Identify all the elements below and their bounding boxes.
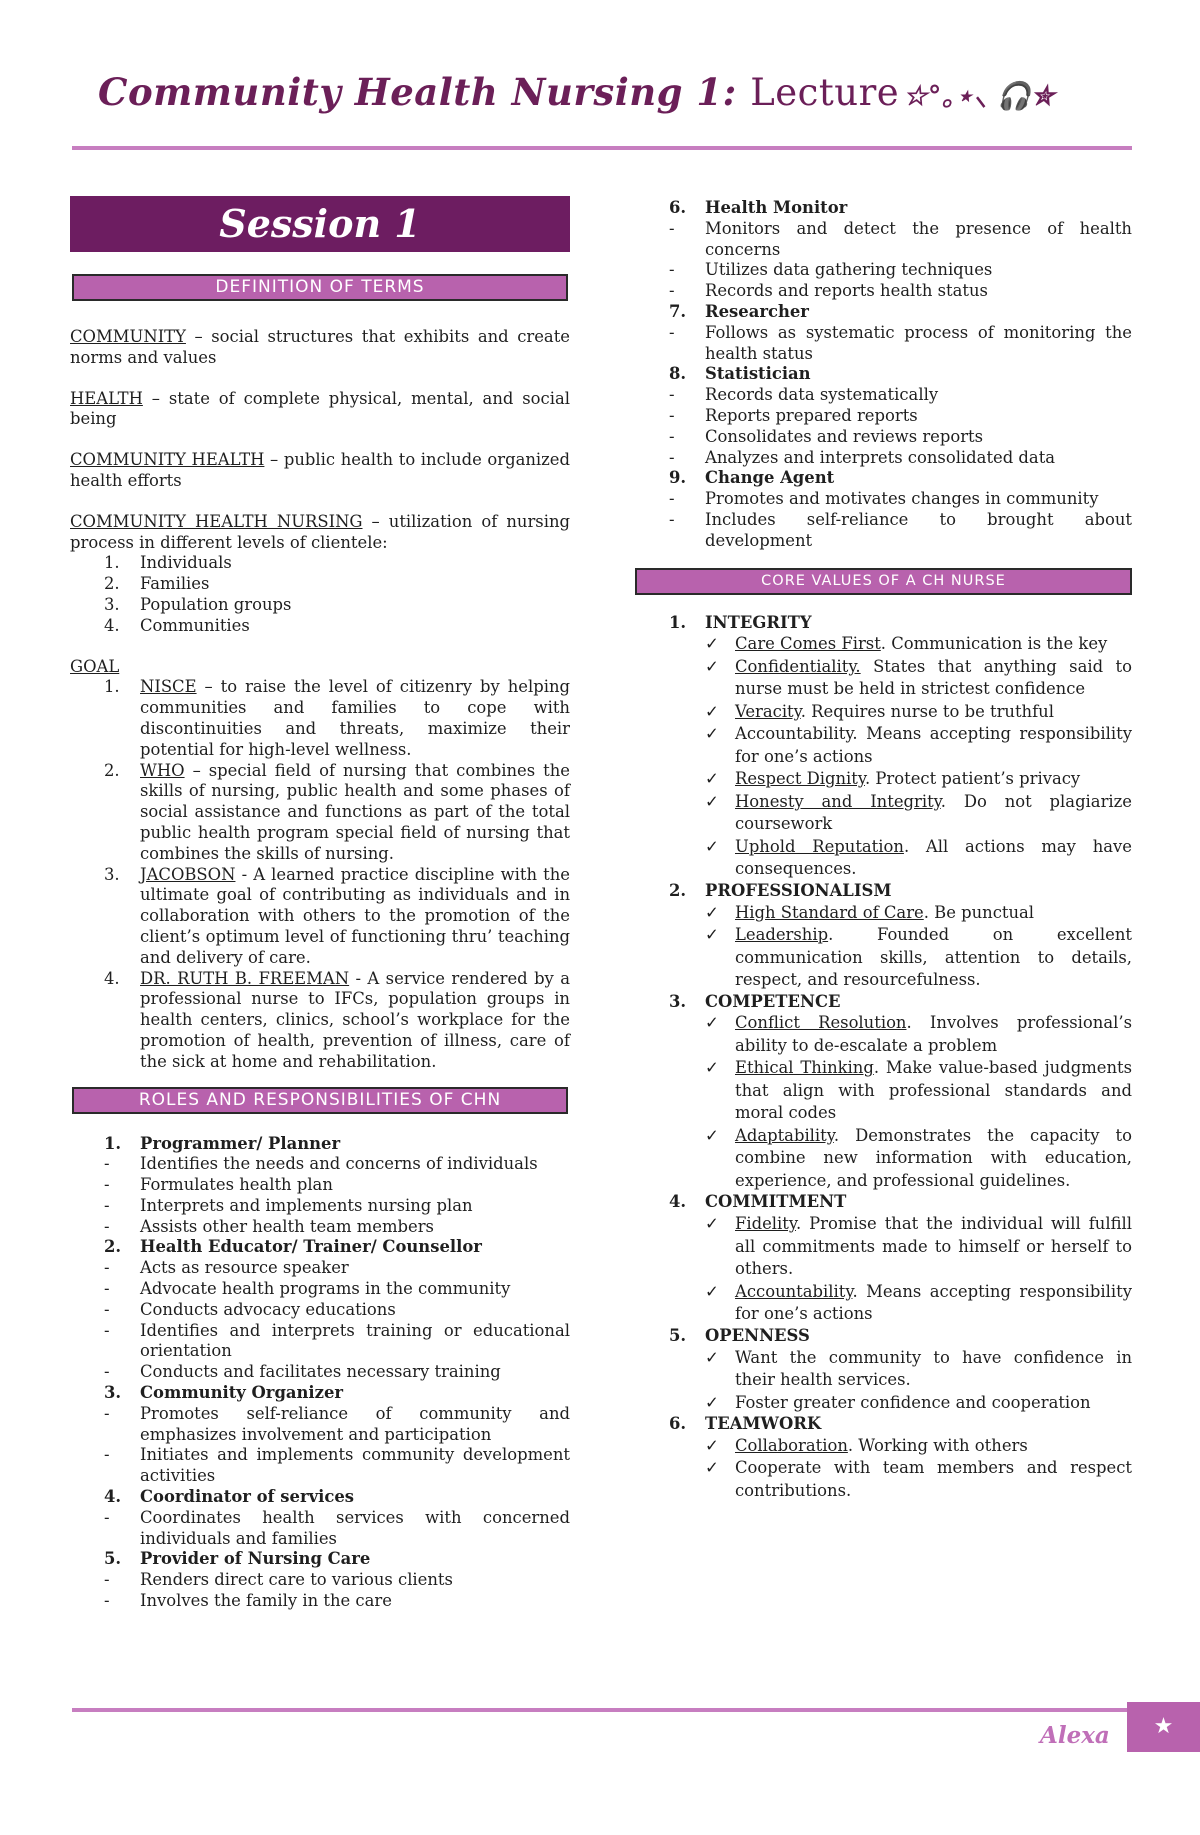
core-value: [635, 1414, 1132, 1435]
checkmark-icon: ✓: [705, 1347, 719, 1367]
responsibility-text: Utilizes data gathering techniques: [705, 260, 993, 280]
core-value-text: [735, 768, 1132, 791]
role-title: Community Organizer: [140, 1383, 344, 1403]
core-value-item: [635, 633, 1132, 656]
core-value-term: Care Comes First: [735, 634, 881, 654]
core-value: [635, 1326, 1132, 1347]
core-value-text: [735, 1435, 1132, 1458]
role-responsibility: [70, 1404, 570, 1446]
core-value-text: [735, 633, 1132, 656]
core-value-description: . Working with others: [847, 1435, 1028, 1455]
core-value-item: [635, 1057, 1132, 1125]
definition-term: COMMUNITY HEALTH NURSING: [70, 511, 363, 531]
core-value-description: . All actions may have consequences.: [735, 836, 1132, 879]
role-responsibility: [635, 406, 1132, 427]
dash-bullet: -: [669, 281, 675, 301]
role-responsibility: [70, 1321, 570, 1363]
goal-item: [70, 677, 570, 760]
role-title: Programmer/ Planner: [140, 1133, 341, 1153]
core-value-description: . Make value-based judgments that align with professional standards and moral codes: [735, 1058, 1132, 1123]
dash-bullet: -: [104, 1195, 110, 1215]
checkmark-icon: ✓: [705, 1458, 719, 1478]
item-number: 2.: [104, 574, 120, 594]
role-number: 9.: [669, 468, 687, 488]
role-title: Statistician: [705, 364, 811, 384]
dash-bullet: -: [104, 1591, 110, 1611]
core-value: [635, 613, 1132, 634]
role-item: [635, 198, 1132, 219]
role-title: Coordinator of services: [140, 1487, 354, 1507]
core-value-item: [635, 1012, 1132, 1057]
core-value-text: [735, 791, 1132, 836]
role-title: Change Agent: [705, 468, 835, 488]
core-value-text: [735, 723, 1132, 768]
goal-item: [70, 865, 570, 969]
definition-text: – social structures that exhibits and create norms and values: [70, 327, 570, 367]
dash-bullet: -: [669, 447, 675, 467]
dash-bullet: -: [104, 1570, 110, 1590]
responsibility-text: Renders direct care to various clients: [140, 1570, 453, 1590]
checkmark-icon: ✓: [705, 724, 719, 744]
item-number: 1.: [104, 553, 120, 573]
role-responsibility: [70, 1154, 570, 1175]
roles-list-right: [635, 198, 1132, 552]
role-responsibility: [70, 1258, 570, 1279]
role-number: 2.: [104, 1237, 122, 1257]
role-title: Provider of Nursing Care: [140, 1549, 371, 1569]
checkmark-icon: ✓: [705, 634, 719, 654]
item-number: 1.: [104, 677, 120, 697]
core-value-term: Uphold Reputation: [735, 836, 904, 856]
core-value-description: Want the community to have confidence in their health services.: [735, 1347, 1132, 1390]
star-icon: ★: [1127, 1702, 1200, 1752]
dash-bullet: -: [104, 1175, 110, 1195]
right-column: [635, 198, 1132, 1502]
core-value-term: Collaboration: [735, 1435, 848, 1455]
dash-bullet: -: [104, 1445, 110, 1465]
dash-bullet: -: [669, 426, 675, 446]
checkmark-icon: ✓: [705, 1392, 719, 1412]
item-text: Families: [140, 574, 210, 594]
core-value-text: [735, 1457, 1132, 1502]
responsibility-text: Initiates and implements community development activities: [140, 1445, 570, 1486]
checkmark-icon: ✓: [705, 1214, 719, 1234]
role-number: 6.: [669, 198, 687, 217]
role-responsibility: [635, 385, 1132, 406]
left-column: [70, 196, 570, 1612]
core-value-item: [635, 791, 1132, 836]
item-number: 4.: [104, 968, 120, 988]
core-value-term: Accountability: [735, 1281, 853, 1301]
checkmark-icon: ✓: [705, 1435, 719, 1455]
core-value-text: [735, 924, 1132, 992]
goal-description: – special field of nursing that combines the skills of nursing, public health and some phases of social assistance and functions as part of the total public health program special field of nursing that combines the skills of nursing.: [140, 760, 570, 863]
checkmark-icon: ✓: [705, 791, 719, 811]
checkmark-icon: ✓: [705, 769, 719, 789]
core-value-item: [635, 902, 1132, 925]
role-responsibility: [70, 1508, 570, 1550]
core-value-text: [735, 656, 1132, 701]
checkmark-icon: ✓: [705, 1125, 719, 1145]
core-value-item: [635, 1392, 1132, 1415]
core-value-description: . Protect patient’s privacy: [864, 769, 1081, 789]
responsibility-text: Assists other health team members: [140, 1216, 434, 1236]
goal-term: NISCE: [140, 677, 197, 697]
core-value-item: [635, 1281, 1132, 1326]
clientele-item: [70, 616, 570, 637]
core-value-number: 5.: [669, 1325, 687, 1345]
core-value-item: [635, 1125, 1132, 1193]
checkmark-icon: ✓: [705, 1058, 719, 1078]
core-value-item: [635, 701, 1132, 724]
item-text: Population groups: [140, 594, 292, 614]
core-value-text: [735, 1125, 1132, 1193]
role-responsibility: [70, 1300, 570, 1321]
author-signature: Alexa: [1040, 1722, 1110, 1749]
checkmark-icon: ✓: [705, 902, 719, 922]
definition-item: [70, 512, 570, 554]
role-title: Health Educator/ Trainer/ Counsellor: [140, 1237, 482, 1257]
goal-term: JACOBSON: [140, 864, 236, 884]
core-value-text: [735, 1281, 1132, 1326]
responsibility-text: Includes self-reliance to brought about development: [705, 509, 1132, 550]
checkmark-icon: ✓: [705, 1013, 719, 1033]
clientele-item: [70, 553, 570, 574]
role-responsibility: [70, 1445, 570, 1487]
definition-term: COMMUNITY: [70, 327, 186, 346]
responsibility-text: Analyzes and interprets consolidated data: [705, 447, 1056, 467]
clientele-item: [70, 595, 570, 616]
checkmark-icon: ✓: [705, 1281, 719, 1301]
role-number: 7.: [669, 301, 687, 321]
item-number: 2.: [104, 760, 120, 780]
goal-description: - A learned practice discipline with the ultimate goal of contributing as individuals and in collaboration with others to the promotion of the client’s optimum level of functioning thru’ teaching and delivery of care.: [140, 864, 570, 967]
dash-bullet: -: [104, 1403, 110, 1423]
core-value-term: Honesty and Integrity: [735, 791, 941, 811]
role-responsibility: [70, 1570, 570, 1591]
core-value-number: 1.: [669, 612, 687, 632]
definition-text: – state of complete physical, mental, and social being: [70, 388, 570, 429]
core-value-description: . Founded on excellent communication skills, attention to details, respect, and resourcefulness.: [735, 925, 1132, 990]
header-divider: [72, 146, 1132, 150]
title-decoration-icon: ☆°｡⋆⸜ 🎧✮: [903, 81, 1055, 112]
core-value-title: COMMITMENT: [705, 1192, 847, 1212]
goal-text: [140, 677, 570, 760]
role-number: 1.: [104, 1133, 122, 1153]
item-number: 3.: [104, 864, 120, 884]
responsibility-text: Formulates health plan: [140, 1175, 333, 1195]
core-value-description: . Means accepting responsibility for one’s actions: [735, 1281, 1132, 1324]
core-value-item: [635, 656, 1132, 701]
responsibility-text: Acts as resource speaker: [140, 1258, 349, 1278]
dash-bullet: -: [669, 509, 675, 529]
dash-bullet: -: [669, 385, 675, 405]
core-value-description: . Promise that the individual will fulfill all commitments made to himself or herself to others.: [735, 1214, 1132, 1279]
roles-header: ROLES AND RESPONSIBILITIES OF CHN: [72, 1087, 568, 1114]
responsibility-text: Identifies and interprets training or educational orientation: [140, 1320, 570, 1361]
responsibility-text: Reports prepared reports: [705, 405, 918, 425]
core-value-term: Fidelity: [735, 1214, 796, 1234]
responsibility-text: Records and reports health status: [705, 281, 988, 301]
role-number: 5.: [104, 1549, 122, 1569]
role-responsibility: [70, 1591, 570, 1612]
item-number: 3.: [104, 594, 120, 614]
role-responsibility: [70, 1279, 570, 1300]
role-item: [70, 1383, 570, 1404]
definition-item: [70, 327, 570, 369]
core-value-description: . Requires nurse to be truthful: [800, 701, 1054, 721]
role-title: Health Monitor: [705, 198, 848, 217]
dash-bullet: -: [104, 1507, 110, 1527]
role-responsibility: [70, 1217, 570, 1238]
dash-bullet: -: [669, 322, 675, 342]
core-value-description: Foster greater confidence and cooperation: [735, 1392, 1091, 1412]
definition-text: – utilization of nursing process in different levels of clientele:: [70, 511, 570, 552]
role-responsibility: [635, 260, 1132, 281]
role-responsibility: [635, 510, 1132, 552]
core-value-term: High Standard of Care: [735, 902, 924, 922]
goal-item: [70, 969, 570, 1073]
core-value-number: 4.: [669, 1192, 687, 1212]
core-value-title: TEAMWORK: [705, 1414, 822, 1434]
core-value-description: . Be punctual: [923, 902, 1035, 922]
title-lecture: Lecture: [750, 71, 900, 114]
definitions-list: [70, 327, 570, 553]
item-number: 4.: [104, 615, 120, 635]
core-value-term: Conflict Resolution: [735, 1013, 907, 1033]
item-text: Communities: [140, 615, 250, 635]
dash-bullet: -: [104, 1299, 110, 1319]
core-values-header: CORE VALUES OF A CH NURSE: [635, 568, 1132, 595]
core-value-text: [735, 1213, 1132, 1281]
core-value-term: Adaptability: [735, 1125, 834, 1145]
role-item: [70, 1487, 570, 1508]
role-responsibility: [70, 1196, 570, 1217]
role-title: Researcher: [705, 301, 809, 321]
core-value-item: [635, 1435, 1132, 1458]
goal-description: - A service rendered by a professional nurse to IFCs, population groups in health centers, clinics, school’s workplace for the promotion of health, prevention of illness, care of the sick at home and rehabilitation.: [140, 968, 570, 1071]
dash-bullet: -: [104, 1216, 110, 1236]
responsibility-text: Follows as systematic process of monitoring the health status: [705, 322, 1132, 363]
core-value-title: OPENNESS: [705, 1325, 810, 1345]
dash-bullet: -: [104, 1362, 110, 1382]
role-responsibility: [635, 281, 1132, 302]
responsibility-text: Involves the family in the care: [140, 1591, 392, 1611]
core-value-item: [635, 1347, 1132, 1392]
core-value-item: [635, 1213, 1132, 1281]
role-item: [70, 1549, 570, 1570]
core-value-title: PROFESSIONALISM: [705, 880, 892, 900]
role-item: [635, 364, 1132, 385]
goal-description: – to raise the level of citizenry by helping communities and families to cope with discontinuities and threats, maximize their potential for high-level wellness.: [140, 677, 570, 759]
role-responsibility: [635, 448, 1132, 469]
core-value-text: [735, 1392, 1132, 1415]
role-responsibility: [635, 427, 1132, 448]
core-value-description: . Demonstrates the capacity to combine new information with education, experience, and professional guidelines.: [735, 1125, 1132, 1190]
core-value-number: 6.: [669, 1414, 687, 1434]
responsibility-text: Conducts advocacy educations: [140, 1299, 396, 1319]
core-value-description: . Involves professional’s ability to de-escalate a problem: [735, 1013, 1132, 1055]
goal-item: [70, 761, 570, 865]
responsibility-text: Conducts and facilitates necessary training: [140, 1362, 501, 1382]
core-value-item: [635, 723, 1132, 768]
goal-term: DR. RUTH B. FREEMAN: [140, 968, 350, 988]
core-values-list: [635, 613, 1132, 1503]
role-responsibility: [70, 1362, 570, 1383]
item-text: Individuals: [140, 553, 232, 573]
definition-term: COMMUNITY HEALTH: [70, 450, 265, 470]
goal-term: WHO: [140, 760, 185, 780]
role-item: [635, 468, 1132, 489]
role-responsibility: [70, 1175, 570, 1196]
dash-bullet: -: [669, 260, 675, 280]
roles-list-left: [70, 1134, 570, 1612]
core-value-description: . Do not plagiarize coursework: [735, 791, 1132, 834]
document-title: [98, 70, 1108, 130]
core-value-text: [735, 701, 1132, 724]
dash-bullet: -: [669, 489, 675, 509]
goal-label: GOAL: [70, 656, 120, 676]
core-value: [635, 992, 1132, 1013]
role-number: 8.: [669, 364, 687, 384]
goal-text: [140, 761, 570, 865]
title-main: Community Health Nursing 1:: [98, 70, 737, 114]
core-value-term: Ethical Thinking: [735, 1058, 874, 1078]
role-item: [635, 302, 1132, 323]
dash-bullet: -: [104, 1154, 110, 1174]
core-value-text: [735, 1057, 1132, 1125]
responsibility-text: Interprets and implements nursing plan: [140, 1195, 473, 1215]
role-responsibility: [635, 219, 1132, 261]
role-responsibility: [635, 323, 1132, 365]
core-value-item: [635, 1457, 1132, 1502]
session-banner: Session 1: [70, 196, 570, 252]
definition-item: [70, 450, 570, 492]
role-item: [70, 1237, 570, 1258]
core-value-number: 2.: [669, 880, 687, 900]
responsibility-text: Monitors and detect the presence of health concerns: [705, 218, 1132, 259]
responsibility-text: Identifies the needs and concerns of individuals: [140, 1154, 538, 1174]
core-value-text: [735, 836, 1132, 881]
core-value-term: Veracity: [735, 701, 801, 721]
core-value-title: COMPETENCE: [705, 991, 841, 1011]
core-value-text: [735, 1347, 1132, 1392]
goal-text: [140, 865, 570, 969]
checkmark-icon: ✓: [705, 836, 719, 856]
footer-divider: [72, 1708, 1127, 1712]
responsibility-text: Consolidates and reviews reports: [705, 426, 984, 446]
core-value-item: [635, 924, 1132, 992]
core-value-item: [635, 836, 1132, 881]
role-responsibility: [635, 489, 1132, 510]
core-value-term: Confidentiality.: [735, 656, 861, 676]
role-number: 3.: [104, 1383, 122, 1403]
role-item: [70, 1134, 570, 1155]
role-number: 4.: [104, 1487, 122, 1507]
core-value-term: Respect Dignity: [735, 769, 865, 789]
definition-text: – public health to include organized health efforts: [70, 450, 570, 490]
clientele-item: [70, 574, 570, 595]
core-value-description: States that anything said to nurse must be held in strictest confidence: [735, 656, 1132, 699]
core-value-description: Accountability. Means accepting responsibility for one’s actions: [735, 724, 1132, 766]
dash-bullet: -: [669, 218, 675, 238]
dash-bullet: -: [104, 1258, 110, 1278]
core-value: [635, 1192, 1132, 1213]
core-value: [635, 881, 1132, 902]
definition-of-terms-header: DEFINITION OF TERMS: [72, 274, 568, 301]
core-value-text: [735, 1012, 1132, 1057]
core-value-description: . Communication is the key: [880, 634, 1108, 654]
clientele-list: [70, 553, 570, 636]
dash-bullet: -: [104, 1320, 110, 1340]
core-value-number: 3.: [669, 991, 687, 1011]
goal-text: [140, 969, 570, 1073]
responsibility-text: Promotes and motivates changes in community: [705, 489, 1099, 509]
definition-item: [70, 389, 570, 431]
core-value-term: Leadership: [735, 925, 829, 945]
core-value-text: [735, 902, 1132, 925]
core-value-title: INTEGRITY: [705, 612, 812, 632]
definition-term: HEALTH: [70, 388, 143, 408]
responsibility-text: Promotes self-reliance of community and emphasizes involvement and participation: [140, 1403, 570, 1444]
responsibility-text: Coordinates health services with concerned individuals and families: [140, 1507, 570, 1548]
dash-bullet: -: [104, 1279, 110, 1299]
checkmark-icon: ✓: [705, 656, 719, 676]
responsibility-text: Advocate health programs in the community: [140, 1279, 511, 1299]
dash-bullet: -: [669, 405, 675, 425]
responsibility-text: Records data systematically: [705, 385, 939, 405]
core-value-description: Cooperate with team members and respect contributions.: [735, 1458, 1132, 1500]
checkmark-icon: ✓: [705, 701, 719, 721]
checkmark-icon: ✓: [705, 925, 719, 945]
core-value-item: [635, 768, 1132, 791]
goals-list: [70, 677, 570, 1072]
